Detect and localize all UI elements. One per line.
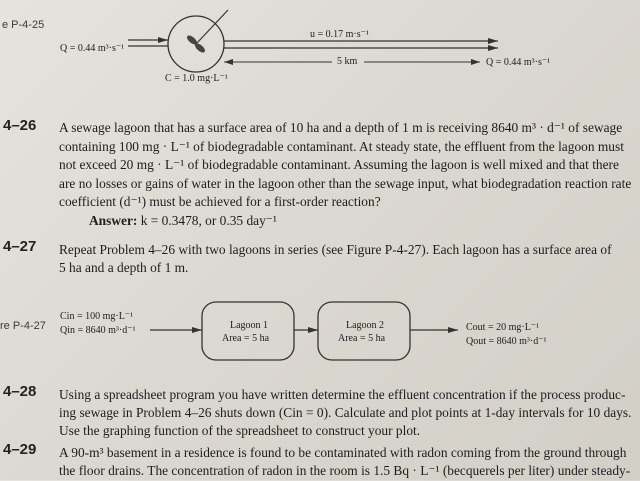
c-out-label: Cout = 20 mg·L⁻¹	[466, 322, 540, 333]
q-in-label: Qin = 8640 m³·d⁻¹	[60, 325, 136, 336]
distance-label: 5 km	[337, 56, 358, 67]
q-out-label: Qout = 8640 m³·d⁻¹	[466, 336, 547, 347]
problem-number-4-26: 4–26	[3, 117, 37, 134]
inflow-q-label: Q = 0.44 m³·s⁻¹	[60, 43, 125, 54]
text-line: containing 100 mg · L⁻¹ of biodegradable contaminant. At steady state, the effluent from the lagoon must	[59, 139, 624, 154]
answer-value: k = 0.3478, or 0.35 day⁻¹	[140, 213, 277, 228]
problem-number-4-29: 4–29	[3, 441, 37, 458]
text-line: ing sewage in Problem 4–26 shuts down (Cin = 0). Calculate and plot points at 1-day intervals for 10 days.	[59, 405, 632, 420]
answer-4-26	[89, 212, 277, 231]
lagoon-2-name: Lagoon 2	[346, 320, 385, 331]
text-line: A 90-m³ basement in a residence is found to be contaminated with radon coming from the ground through	[59, 445, 627, 460]
lagoon-2-shape	[318, 302, 410, 360]
figure-label: e P-4-25	[2, 19, 45, 31]
outflow-arrow	[448, 327, 458, 333]
inflow-arrow	[192, 327, 202, 333]
text-line: coefficient (d⁻¹) must be achieved for a first-order reaction?	[59, 194, 381, 209]
outflow-arrow	[488, 45, 498, 51]
figure-label: re P-4-27	[0, 320, 46, 332]
problem-number-4-27: 4–27	[3, 238, 37, 255]
text-line: Using a spreadsheet program you have written determine the effluent concentration if the process produc-	[59, 387, 626, 402]
text-line: 5 ha and a depth of 1 m.	[59, 260, 189, 275]
lagoon-1-area: Area = 5 ha	[222, 333, 270, 344]
lagoon-2-area: Area = 5 ha	[338, 333, 386, 344]
answer-label: Answer:	[89, 213, 138, 228]
text-line: A sewage lagoon that has a surface area of 10 ha and a depth of 1 m is receiving 8640 m³ · d⁻¹ of sewage	[59, 120, 623, 135]
lagoon-1-shape	[202, 302, 294, 360]
lagoon-1-name: Lagoon 1	[230, 320, 269, 331]
concentration-label: C = 1.0 mg·L⁻¹	[165, 73, 228, 84]
problem-number-4-28: 4–28	[3, 383, 37, 400]
velocity-label: u = 0.17 m·s⁻¹	[310, 29, 369, 40]
inflow-arrow	[158, 37, 168, 43]
text-line: the floor drains. The concentration of radon in the room is 1.5 Bq · L⁻¹ (becquerels per liter) under steady-	[59, 463, 631, 478]
text-line: are no losses or gains of water in the lagoon other than the sewage input, what biodegradation reaction rate	[59, 176, 632, 191]
text-line: not exceed 20 mg · L⁻¹ of biodegradable contaminant. Assuming the lagoon is well mixed and that there	[59, 157, 619, 172]
outflow-q-label: Q = 0.44 m³·s⁻¹	[486, 57, 551, 68]
c-in-label: Cin = 100 mg·L⁻¹	[60, 311, 134, 322]
text-line: Use the graphing function of the spreadsheet to construct your plot.	[59, 423, 421, 438]
text-line: Repeat Problem 4–26 with two lagoons in series (see Figure P-4-27). Each lagoon has a surface area of	[59, 242, 612, 257]
